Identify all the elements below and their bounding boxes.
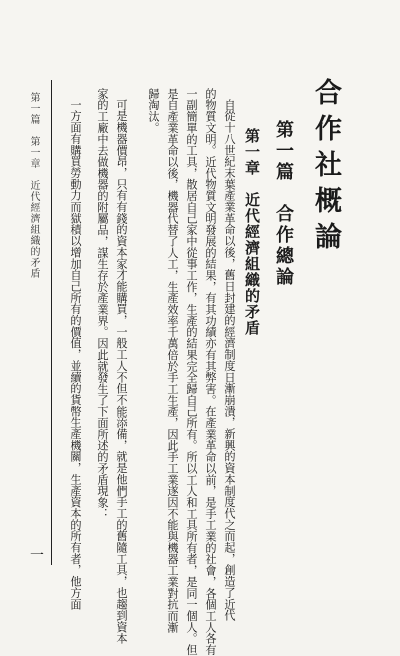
- body-column: 一方面有購買勞動力而獄積以增加自己所有的價值，並續的貨幣生產機關，生產資本的所有者，他方面: [69, 99, 82, 610]
- chapter-heading: 第一章 近代經濟組織的矛盾: [243, 128, 261, 336]
- body-column: 的物質文明。近代物質文明發展的結果，有其功績亦有其弊害。在產業革命以前，是手工業的社會，各個工人各有: [204, 88, 217, 656]
- body-column: 一副簡單的工具，散居自己家中從事工作，生產的結果完全歸自己所有。所以工人和工具所有者，是同一個人。但: [185, 88, 198, 656]
- body-column: 是自產業革命以後，機器代替了人工，生產效率千萬倍於手工生產，因此手工業遂因不能與機器工業對抗而漸: [166, 88, 179, 633]
- part-heading: 第一篇 合作總論: [273, 120, 294, 288]
- book-title: 合作社概論: [310, 78, 341, 258]
- body-column: 歸淘汰。: [147, 88, 160, 134]
- body-column: 可是機器價昂，只有有錢的資本家才能購買，一般工人不但不能添備，就是他們手工的舊隨工具，也趨到資本: [115, 99, 128, 644]
- header-rule: [51, 80, 52, 565]
- running-header: 第一篇 第一章 近代經濟組織的矛盾: [28, 92, 39, 279]
- page-number: 一: [30, 548, 44, 564]
- body-column: 家的工廠中去做機器的附屬品，謀生存於產業界。因此就發生了下面所述的矛盾現象：: [96, 88, 109, 520]
- body-column: 自從十八世紀末葉產業革命以後，舊日封建的經濟制度日漸崩潰，新興的資本制度代之而起，創造了近代: [223, 99, 236, 622]
